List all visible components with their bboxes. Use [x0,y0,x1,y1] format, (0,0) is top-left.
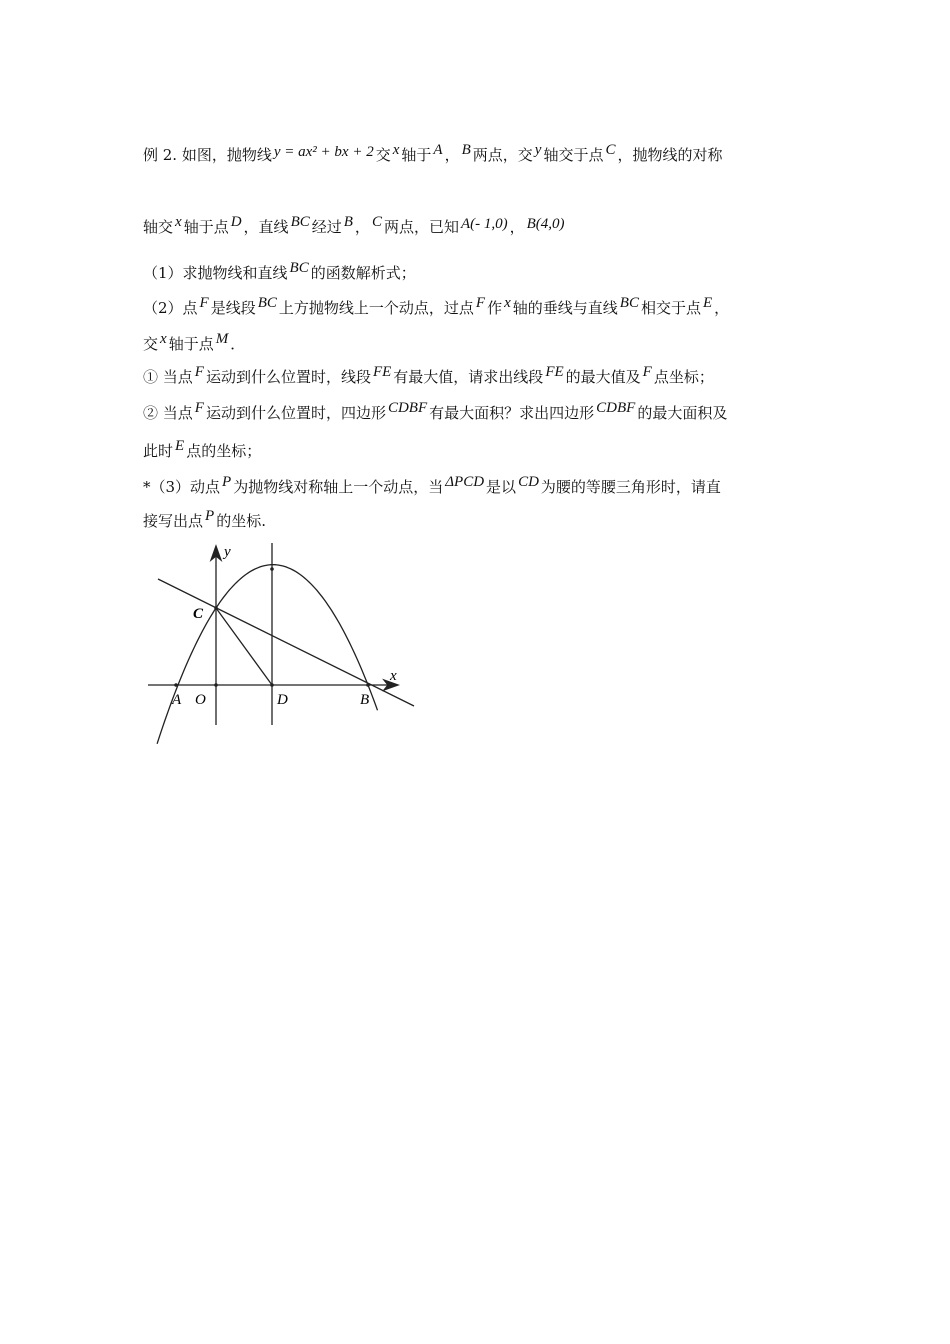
label-o: O [195,692,206,708]
math-expr: y = ax² + bx + 2 [273,144,374,160]
math-expr: FE [545,364,564,380]
math-expr: B [343,214,353,230]
math-expr: x [392,142,400,158]
math-expr: BC [257,295,277,311]
text-run: 的坐标. [216,512,266,530]
math-expr: B(4,0) [526,216,565,232]
math-expr: F [199,295,209,311]
text-run: 的最大面积及 [637,404,728,422]
text-run: 两点，交 [472,146,533,164]
text-run: 相交于点 [640,299,701,317]
text-run: *（3）动点 [143,478,221,496]
math-expr: x [175,214,182,230]
text-run: 轴于 [401,146,432,164]
text-run: 是线段 [210,299,256,317]
math-expr: F [194,364,204,380]
text-run: 运动到什么位置时，线段 [205,368,371,386]
label-b: B [360,692,370,708]
text-run: （1）求抛物线和直线 [143,264,288,282]
text-run: 轴交 [143,218,174,236]
label-a: A [172,692,182,708]
math-expr: x [160,331,167,347]
math-expr: F [642,364,652,380]
text-run: ，抛物线的对称 [617,146,723,164]
text-run: 此时 [143,442,174,460]
label-c: C [193,606,204,622]
math-expr: P [222,474,232,490]
text-run: ， [354,218,370,236]
text-run: 运动到什么位置时，四边形 [205,404,386,422]
math-expr: F [475,295,486,311]
text-run: ① 当点 [143,368,193,386]
text-run: 例 2. 如图，抛物线 [143,146,272,164]
text-run: 是以 [486,478,517,496]
text-run: ，直线 [243,218,289,236]
text-run: 交 [375,146,391,164]
math-expr: x [504,295,511,311]
text-run: 作 [487,299,503,317]
math-expr: D [230,214,242,230]
text-run: 的函数解析式； [310,264,416,282]
text-run: 点坐标； [653,368,714,386]
text-run: 经过 [311,218,342,236]
math-expr: F [194,400,204,416]
segment-cd [216,608,272,685]
math-expr: BC [290,214,310,230]
math-expr: CDBF [596,400,636,416]
text-run: ② 当点 [143,404,193,422]
text-run: ， [444,146,460,164]
text-run: 两点，已知 [383,218,459,236]
math-expr: C [371,214,382,230]
label-x: x [390,668,397,684]
text-run: 的最大值及 [565,368,641,386]
math-expr: BC [619,295,639,311]
math-expr: E [702,295,713,311]
text-run: 有最大值，请求出线段 [393,368,544,386]
math-expr: y [534,142,542,158]
text-run: 轴于点 [168,335,214,353]
math-expr: P [205,508,215,524]
text-run: ， [714,299,730,317]
label-d: D [277,692,288,708]
text-run: 接写出点 [143,512,204,530]
text-run: 轴交于点 [543,146,604,164]
text-run: 为抛物线对称轴上一个动点，当 [233,478,444,496]
math-expr: B [461,142,471,158]
parabola-curve [157,565,377,744]
math-expr: A [433,142,443,158]
math-expr: BC [289,260,309,276]
math-expr: CD [518,474,539,490]
label-y: y [224,544,231,560]
text-run: 有最大面积？求出四边形 [429,404,595,422]
math-expr: M [215,331,229,347]
text-run: 为腰的等腰三角形时，请直 [540,478,721,496]
text-run: 轴于点 [183,218,229,236]
text-run: 上方抛物线上一个动点，过点 [278,299,474,317]
text-run: 交 [143,335,159,353]
math-expr: ΔPCD [445,474,485,490]
math-expr: E [175,438,185,454]
text-run: 轴的垂线与直线 [512,299,618,317]
math-expr: FE [372,364,392,380]
text-run: ， [509,218,525,236]
math-expr: A(- 1,0) [460,216,508,232]
math-expr: CDBF [387,400,428,416]
text-run: （2）点 [143,299,198,317]
text-run: 点的坐标； [186,442,262,460]
math-expr: C [605,142,616,158]
text-run: ． [230,335,246,353]
